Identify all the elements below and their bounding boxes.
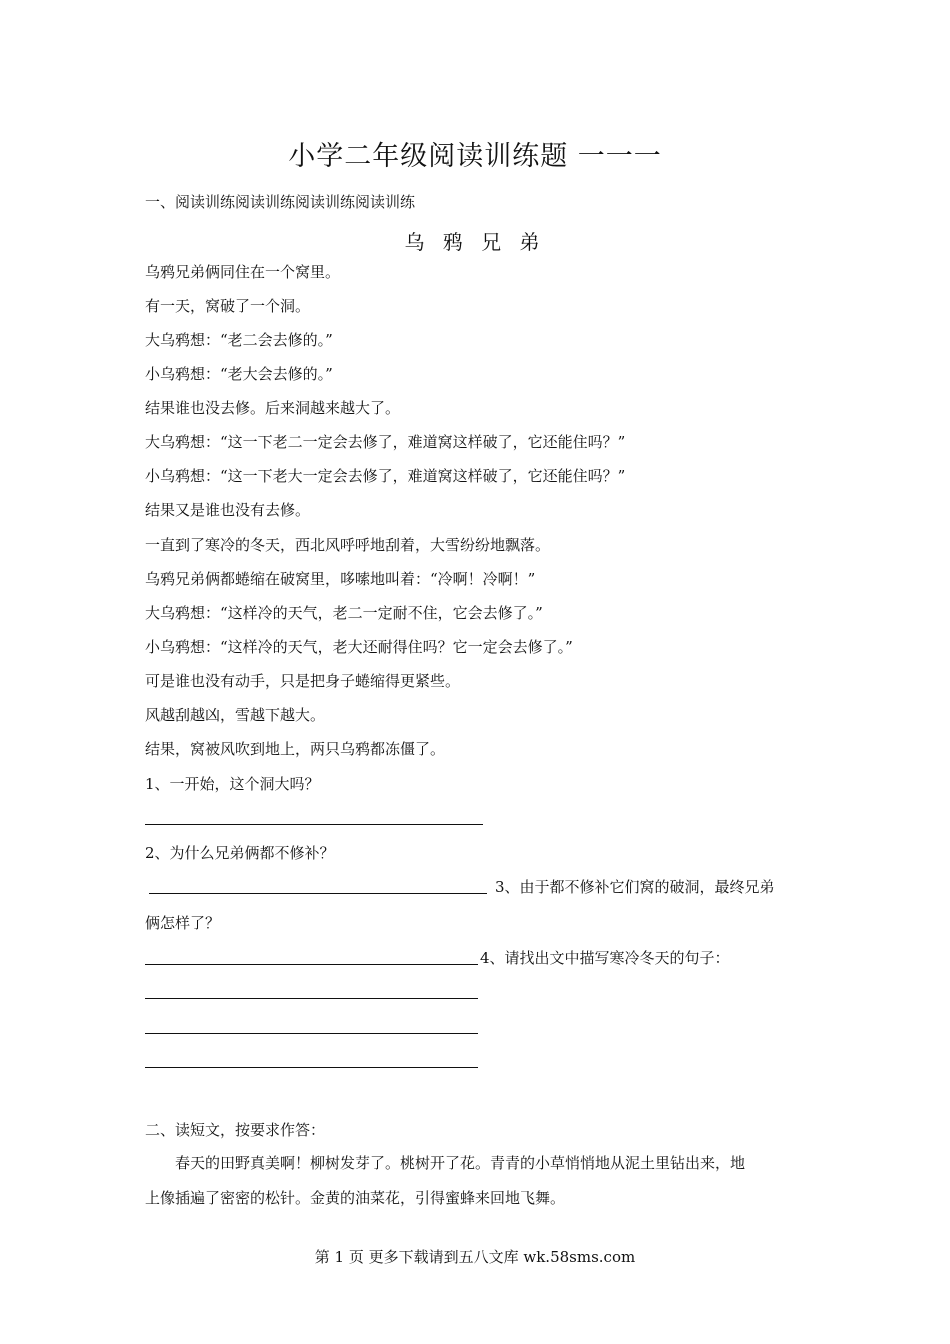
story-line: 一直到了寒冷的冬天，西北风呼呼地刮着，大雪纷纷地飘落。 (145, 536, 551, 554)
answer-line-2[interactable] (149, 893, 487, 894)
answer-line-3[interactable] (145, 964, 478, 965)
story-line: 乌鸦兄弟俩都蜷缩在破窝里，哆嗦地叫着：“冷啊！冷啊！” (145, 570, 536, 588)
answer-line-4b[interactable] (145, 1033, 478, 1034)
answer-line-4a[interactable] (145, 998, 478, 999)
answer-line-1[interactable] (145, 824, 483, 825)
story-line: 有一天，窝破了一个洞。 (145, 297, 311, 315)
section2-paragraph-line-1: 春天的田野真美啊！柳树发芽了。桃树开了花。青青的小草悄悄地从泥土里钻出来，地 (175, 1154, 746, 1172)
story-line: 乌鸦兄弟俩同住在一个窝里。 (145, 263, 341, 281)
story-line: 小乌鸦想：“这样冷的天气，老大还耐得住吗？它一定会去修了。” (145, 638, 573, 656)
story-line: 大乌鸦想：“这样冷的天气，老二一定耐不住，它会去修了。” (145, 604, 543, 622)
story-line: 大乌鸦想：“老二会去修的。” (145, 331, 333, 349)
question-2: 2、为什么兄弟俩都不修补？ (145, 844, 335, 862)
story-line: 风越刮越凶，雪越下越大。 (145, 706, 326, 724)
section2-heading: 二、读短文，按要求作答： (145, 1121, 326, 1139)
answer-line-4c[interactable] (145, 1067, 478, 1068)
story-line: 可是谁也没有动手，只是把身子蜷缩得更紧些。 (145, 672, 461, 690)
question-3-continued: 俩怎样了？ (145, 914, 221, 932)
page-title: 小学二年级阅读训练题 一一一 (288, 141, 662, 172)
question-3: 3、由于都不修补它们窝的破洞，最终兄弟 (495, 878, 775, 896)
story-title: 乌 鸦 兄 弟 (404, 230, 546, 254)
story-line: 小乌鸦想：“这一下老大一定会去修了，难道窝这样破了，它还能住吗？” (145, 467, 626, 485)
story-line: 结果又是谁也没有去修。 (145, 501, 311, 519)
section1-heading: 一、阅读训练阅读训练阅读训练阅读训练 (145, 193, 416, 211)
story-line: 大乌鸦想：“这一下老二一定会去修了，难道窝这样破了，它还能住吗？” (145, 433, 626, 451)
question-4: 4、请找出文中描写寒冷冬天的句子： (480, 949, 730, 967)
story-line: 小乌鸦想：“老大会去修的。” (145, 365, 333, 383)
section2-paragraph-line-2: 上像插遍了密密的松针。金黄的油菜花，引得蜜蜂来回地飞舞。 (145, 1189, 566, 1207)
story-line: 结果谁也没去修。后来洞越来越大了。 (145, 399, 401, 417)
story-line: 结果，窝被风吹到地上，两只乌鸦都冻僵了。 (145, 740, 446, 758)
question-1: 1、一开始，这个洞大吗？ (145, 775, 320, 793)
page-footer: 第 1 页 更多下载请到五八文库 wk.58sms.com (314, 1248, 636, 1266)
